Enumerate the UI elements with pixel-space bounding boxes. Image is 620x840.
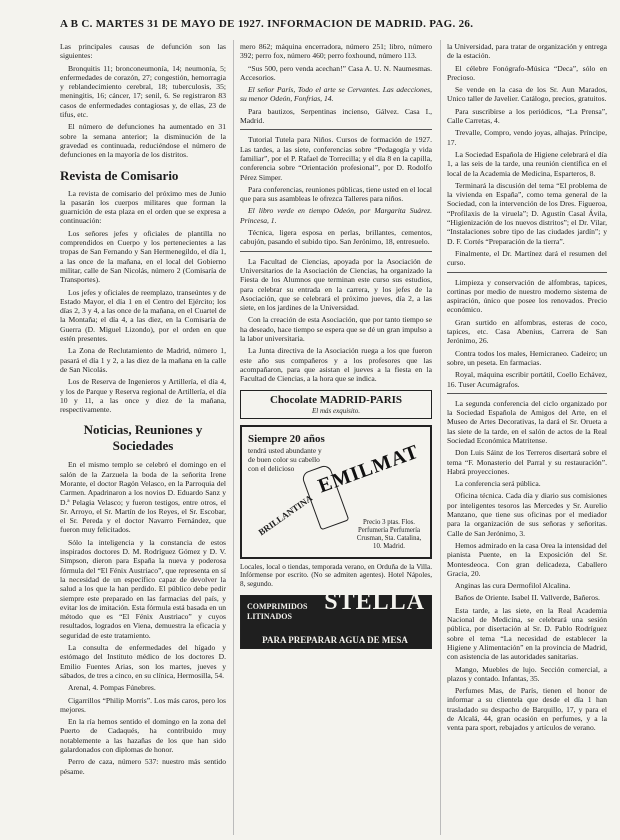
paragraph: El libro verde en tiempo Odeón, por Margarita Suárez. Princesa, 1.: [240, 206, 432, 225]
paragraph: Los de Reserva de Ingenieros y Artillería, el día 4, y los de Parque y Reserva regional de Artillería, el día 10 y 11, a las once y diez de la mañana, respectivamente.: [60, 377, 226, 415]
paragraph: La Facultad de Ciencias, apoyada por la Asociación de Universitarios de la Asociación de Ciencias, ha organizado la Fiesta de los Alumnos que terminan este curso sus estudios, para celebrar su entrada en la carrera, y los jefes de la Asociación, que se celebrará el próximo jueves, día 2, a las siete, en los jardines de la Universidad.: [240, 256, 432, 313]
advert-emilmat-headline: Siempre 20 años: [248, 432, 325, 445]
divider: [447, 393, 607, 394]
paragraph: la Universidad, para tratar de organización y entrega de la estación.: [447, 42, 607, 61]
paragraph: La Sociedad Española de Higiene celebrará el día 1, a las seis de la tarde, una reunión científica en el local de la Academia de Medicina, Esparteros, 8.: [447, 149, 607, 178]
paragraph: En la ría hemos sentido el domingo en la zona del Puerto de Cadaqués, ha contribuido muy notablemente a las hazañas de los que han sido galardonados con diplomas de honor.: [60, 717, 226, 754]
advert-stella-left: COMPRIMIDOS LITINADOS: [247, 601, 308, 621]
paragraph: Para suscribirse a los periódicos, “La Prensa”, Calle Carretas, 4.: [447, 106, 607, 126]
advert-emilmat-brand: EMILMAT: [315, 440, 423, 497]
paragraph: Cigarrillos “Philip Morris”. Los más caros, pero los mejores.: [60, 695, 226, 714]
advert-stella-tagline: PARA PREPARAR AGUA DE MESA: [262, 634, 408, 645]
column-2: [240, 42, 432, 832]
paragraph: Mango, Muebles de lujo. Sección comercial, a plazos y contado. Infantas, 35.: [447, 664, 607, 683]
heading-noticias: Noticias, Reuniones y Sociedades: [83, 422, 203, 454]
paragraph: Bronquitis 11; bronconeumonía, 14; neumonía, 5; enfermedades de corazón, 27; congestión, hemorragia y reblandecimiento cerebral, 18; tuberculosis, 35; meningitis, 16; cáncer, 17; senil, 6. Se registraron 83 casos de enfermedades contagiosas y, de ellas, 23 de tifus, etc.: [60, 63, 226, 120]
paragraph: Perfumes Mas, de París, tienen el honor de informar a su clientela que desde el día 1 han trasladado su despacho de Barquillo, 17, y para el de Alcalá, 44, gran ocasión en perfumes, y a la venta para sport, rebajados y artículos de verano.: [447, 686, 607, 733]
paragraph: Esta tarde, a las siete, en la Real Academia Nacional de Medicina, se celebrará una sesión pública, por disertación al Sr. D. Pablo Rodríguez sobre el tema “La necesidad de establecer la Higiene y Alimentación” en la provincia de Madrid, con asistencia de las autoridades sanitarias.: [447, 605, 607, 662]
paragraph: Limpieza y conservación de alfombras, tapices, cortinas por medio de nuestro moderno sistema de aspiración, único que posee los renovados. Precio económico.: [447, 277, 607, 315]
page-header: A B C. MARTES 31 DE MAYO DE 1927. INFORMACION DE MADRID. PAG. 26.: [60, 18, 474, 30]
column-divider-2: [440, 40, 441, 835]
divider: [447, 272, 607, 273]
column-1: [60, 42, 226, 832]
paragraph: El número de defunciones ha aumentado en 31 sobre la semana anterior; la disminución de la gravedad es continuada, reduciéndose el número de defunciones en la mayoría de los distritos.: [60, 122, 226, 160]
advert-emilmat-body: tendrá usted abundante y de buen color su cabello con el delicioso: [248, 445, 322, 473]
advert-stella: [240, 588, 432, 649]
divider: [240, 251, 432, 252]
paragraph: Baños de Oriente. Isabel II. Vallverde, Bañeros.: [455, 593, 600, 603]
paragraph: Gran surtido en alfombras, esteras de coco, tapices, etc. Casa Abenius, Carrera de San Jerónimo, 26.: [447, 317, 607, 346]
paragraph: mero 862; máquina encerradora, número 251; libro, número 392; perro fox, número 460; perro foxhound, número 113.: [240, 42, 432, 61]
paragraph: Hemos admirado en la casa Orea la intensidad del pianista Puente, en la Exposición del Sr. Montesdeoca. Con gran delicadeza, Caballero Gracia, 20.: [447, 540, 607, 578]
paragraph: Técnica, ligera esposa en perlas, brillantes, cementos, cabujón, pasando el subido tipo. San Jerónimo, 18, entresuelo.: [240, 228, 432, 247]
paragraph: La Zona de Reclutamiento de Madrid, número 1, pasará el día 1 y 2, a las diez de la mañana en la calle de San Nicolás.: [60, 346, 226, 374]
paragraph: Los jefes y oficiales de reemplazo, transeúntes y de Estado Mayor, el día 1 en el Centro del Ejército; los días 2, 3 y 4, a las once de la mañana, en el Cuartel de la Montaña; el día 4, a las diez, en la Comisaría de Guerra (D. Miguel Lizondo), por el orden en que estén presentes.: [60, 287, 226, 344]
divider: [240, 129, 432, 130]
paragraph: Tutorial Tutela para Niños. Cursos de formación de 1927. Las tardes, a las siete, conferencias sobre “Pedagogía y vida familiar”, por el P. Rafael de Torrecilla; y el día 8 en la capilla, conferencia sobre “Orientación profesional”, por D. Rodolfo Pérez Simper.: [240, 135, 432, 182]
heading-revista: Revista de Comisario: [60, 167, 179, 183]
paragraph: Trevalle, Compro, vendo joyas, alhajas. Príncipe, 17.: [447, 128, 607, 147]
classified-notice: Locales, local o tiendas, temporada verano, en Orduña de la Villa. Infórmense por escrito. (No se admiten agentes). Hotel Nápoles, 8, segundo.: [240, 562, 432, 589]
paragraph: Para conferencias, reuniones públicas, tiene usted en el local que para sus asambleas le ofrezca Talleres para niños.: [240, 184, 432, 204]
paragraph: Sólo la inteligencia y la constancia de estos inspirados doctores D. M. Rodríguez Gómez y D. V. Simpson, dieron para España la nueva y poderosa fórmula del “El Fénix Austriaco”, que representa en sí la necesidad de un específico capaz de devolver la salud a los que la han perdido. El público debe pedir siempre este preparado en las farmacias del país, y evitar los de imitación. Esta fórmula está basada en un método que es “El Fénix Austriaco” y cuyos resultados, logrados en Viena, demuestra la eficacia y seguridad de este tratamiento.: [60, 537, 226, 640]
paragraph: El señor París, Todo el arte se Cervantes. Las adecciones, su menor Odeón, Fonfrias, 14.: [240, 85, 432, 104]
advert-chocolate-sub: El más exquisito.: [311, 406, 361, 415]
paragraph: Oficina técnica. Cada día y diario sus comisiones por inteligentes tesoros las Mercedes y Sr. Aurelio Manzano, que tiene sus oficinas por el mediador para la organización de sus señoras y señoritas. Calle de San Jerónimo, 3.: [447, 491, 607, 538]
advert-emilmat-product: BRILLANTINA: [256, 492, 315, 537]
paragraph: La consulta de enfermedades del hígado y estómago del Instituto médico de los doctores D. Emilio Fuentes Arias, son los martes, jueves y sábados, de tres a cinco, en su clínica, Hermosilla, 54.: [60, 643, 226, 680]
column-3: [447, 42, 607, 832]
paragraph: Para bautizos, Serpentinas incienso, Gálvez. Casa I., Madrid.: [240, 106, 432, 126]
paragraph: Perro de caza, número 537: nuestro más sentido pésame.: [60, 757, 226, 776]
paragraph: Royal, máquina escribir portátil, Coello Echávez, 16. Tuser Acumágrafos.: [447, 370, 607, 389]
paragraph: La conferencia será pública.: [455, 479, 541, 489]
paragraph: Anginas las cura Dermofilol Alcalina.: [455, 581, 571, 591]
paragraph: El célebre Fonógrafo-Música “Deca”, sólo en Precioso.: [447, 63, 607, 82]
paragraph: La revista de comisario del próximo mes de Junio la pasarán los cuerpos militares que forman la guarnición de esta plaza en el orden que se expresa a continuación:: [60, 188, 226, 226]
paragraph: La segunda conferencia del ciclo organizado por la Sociedad Española de Amigos del Arte, en el Museo de Artes Decorativas, la dará el Sr. Orueta a las siete de la tarde, en el salón de actos de la Real Sociedad Económica Matritense.: [447, 398, 607, 445]
paragraph: Finalmente, el Dr. Martínez dará el resumen del curso.: [447, 248, 607, 268]
paragraph: Contra todos los males, Hemicraneo. Cadeiro; un sobre, un peseta. En farmacias.: [447, 348, 607, 367]
advert-chocolate: [240, 390, 432, 419]
paragraph: La Junta directiva de la Asociación ruega a los que fueron este año sus compañeros y a los profesores que las acompañaron, para que asistan el jueves a la fiesta en la Facultad de Ciencias, a la hora que se indica.: [240, 346, 432, 384]
paragraph: Con la creación de esta Asociación, que por tanto tiempo se ha deseado, hace tiempo se espera que se dé un gran impulso a la labor universitaria.: [240, 315, 432, 344]
paragraph: Arenal, 4. Pompas Fúnebres.: [68, 683, 156, 693]
paragraph: Don Luis Sáinz de los Terreros disertará sobre el tema “F. Monasterio del Parral y su restauración”. Habrá proyecciones.: [447, 448, 607, 476]
paragraph: Las principales causas de defunción son las siguientes:: [60, 42, 226, 61]
column-divider-1: [233, 40, 234, 835]
paragraph: “Sus 500, pero venda acechan!” Casa A. U. N. Naumesmas. Accesorios.: [240, 63, 432, 82]
paragraph: Terminará la discusión del tema “El problema de la vivienda en España”, como tema general de la Sociedad, con la intervención de los Dres. Figueroa, “Profilaxis de la viruela”; D. Agustín Casal Ávila, “Higienización de los nuevos distritos”; el Dr. Vilar, “Instalaciones sobre tipo de las ciudades jardín”; y D. F. Cortés “Preparación de la tierra”.: [447, 180, 607, 246]
paragraph: Se vende en la casa de los Sr. Aun Marados, Unico taller de Javelier. Catálogo, precios, gratuitos.: [447, 85, 607, 104]
advert-emilmat-address: Precio 3 ptas. Flos. Perfumería Perfumería Crusman, Sta. Catalina, 10. Madrid.: [356, 518, 422, 550]
advert-emilmat: [240, 425, 432, 559]
advert-stella-brand: STELLA: [324, 588, 425, 615]
advert-chocolate-title: Chocolate MADRID-PARIS: [269, 393, 403, 406]
paragraph: Los señores jefes y oficiales de plantilla no comprendidos en Cuerpo y los pertenecientes a las tropas de San Fernando y San Hermenegildo, el día 1, a las once de la mañana, en el local del Gobierno militar, calle de San Nicolás, número 2 (Comisaría de Transportes).: [60, 228, 226, 285]
paragraph: En el mismo templo se celebró el domingo en el salón de la Zarzuela la boda de la señorita Irene Morante, el doctor Ragón Velasco, en la Parroquia del Carmen. Apadrinaron a los novios D. Eduardo Sanz y D.ª Pelagia Velasco; y fueron testigos, entre otros, el Sr. Arroyo, el Sr. Martín de los Reyes, el Sr. Escobar, el Sr. Pereda y el doctor Navarro Fernández, que fueron muy felicitados.: [60, 460, 226, 535]
